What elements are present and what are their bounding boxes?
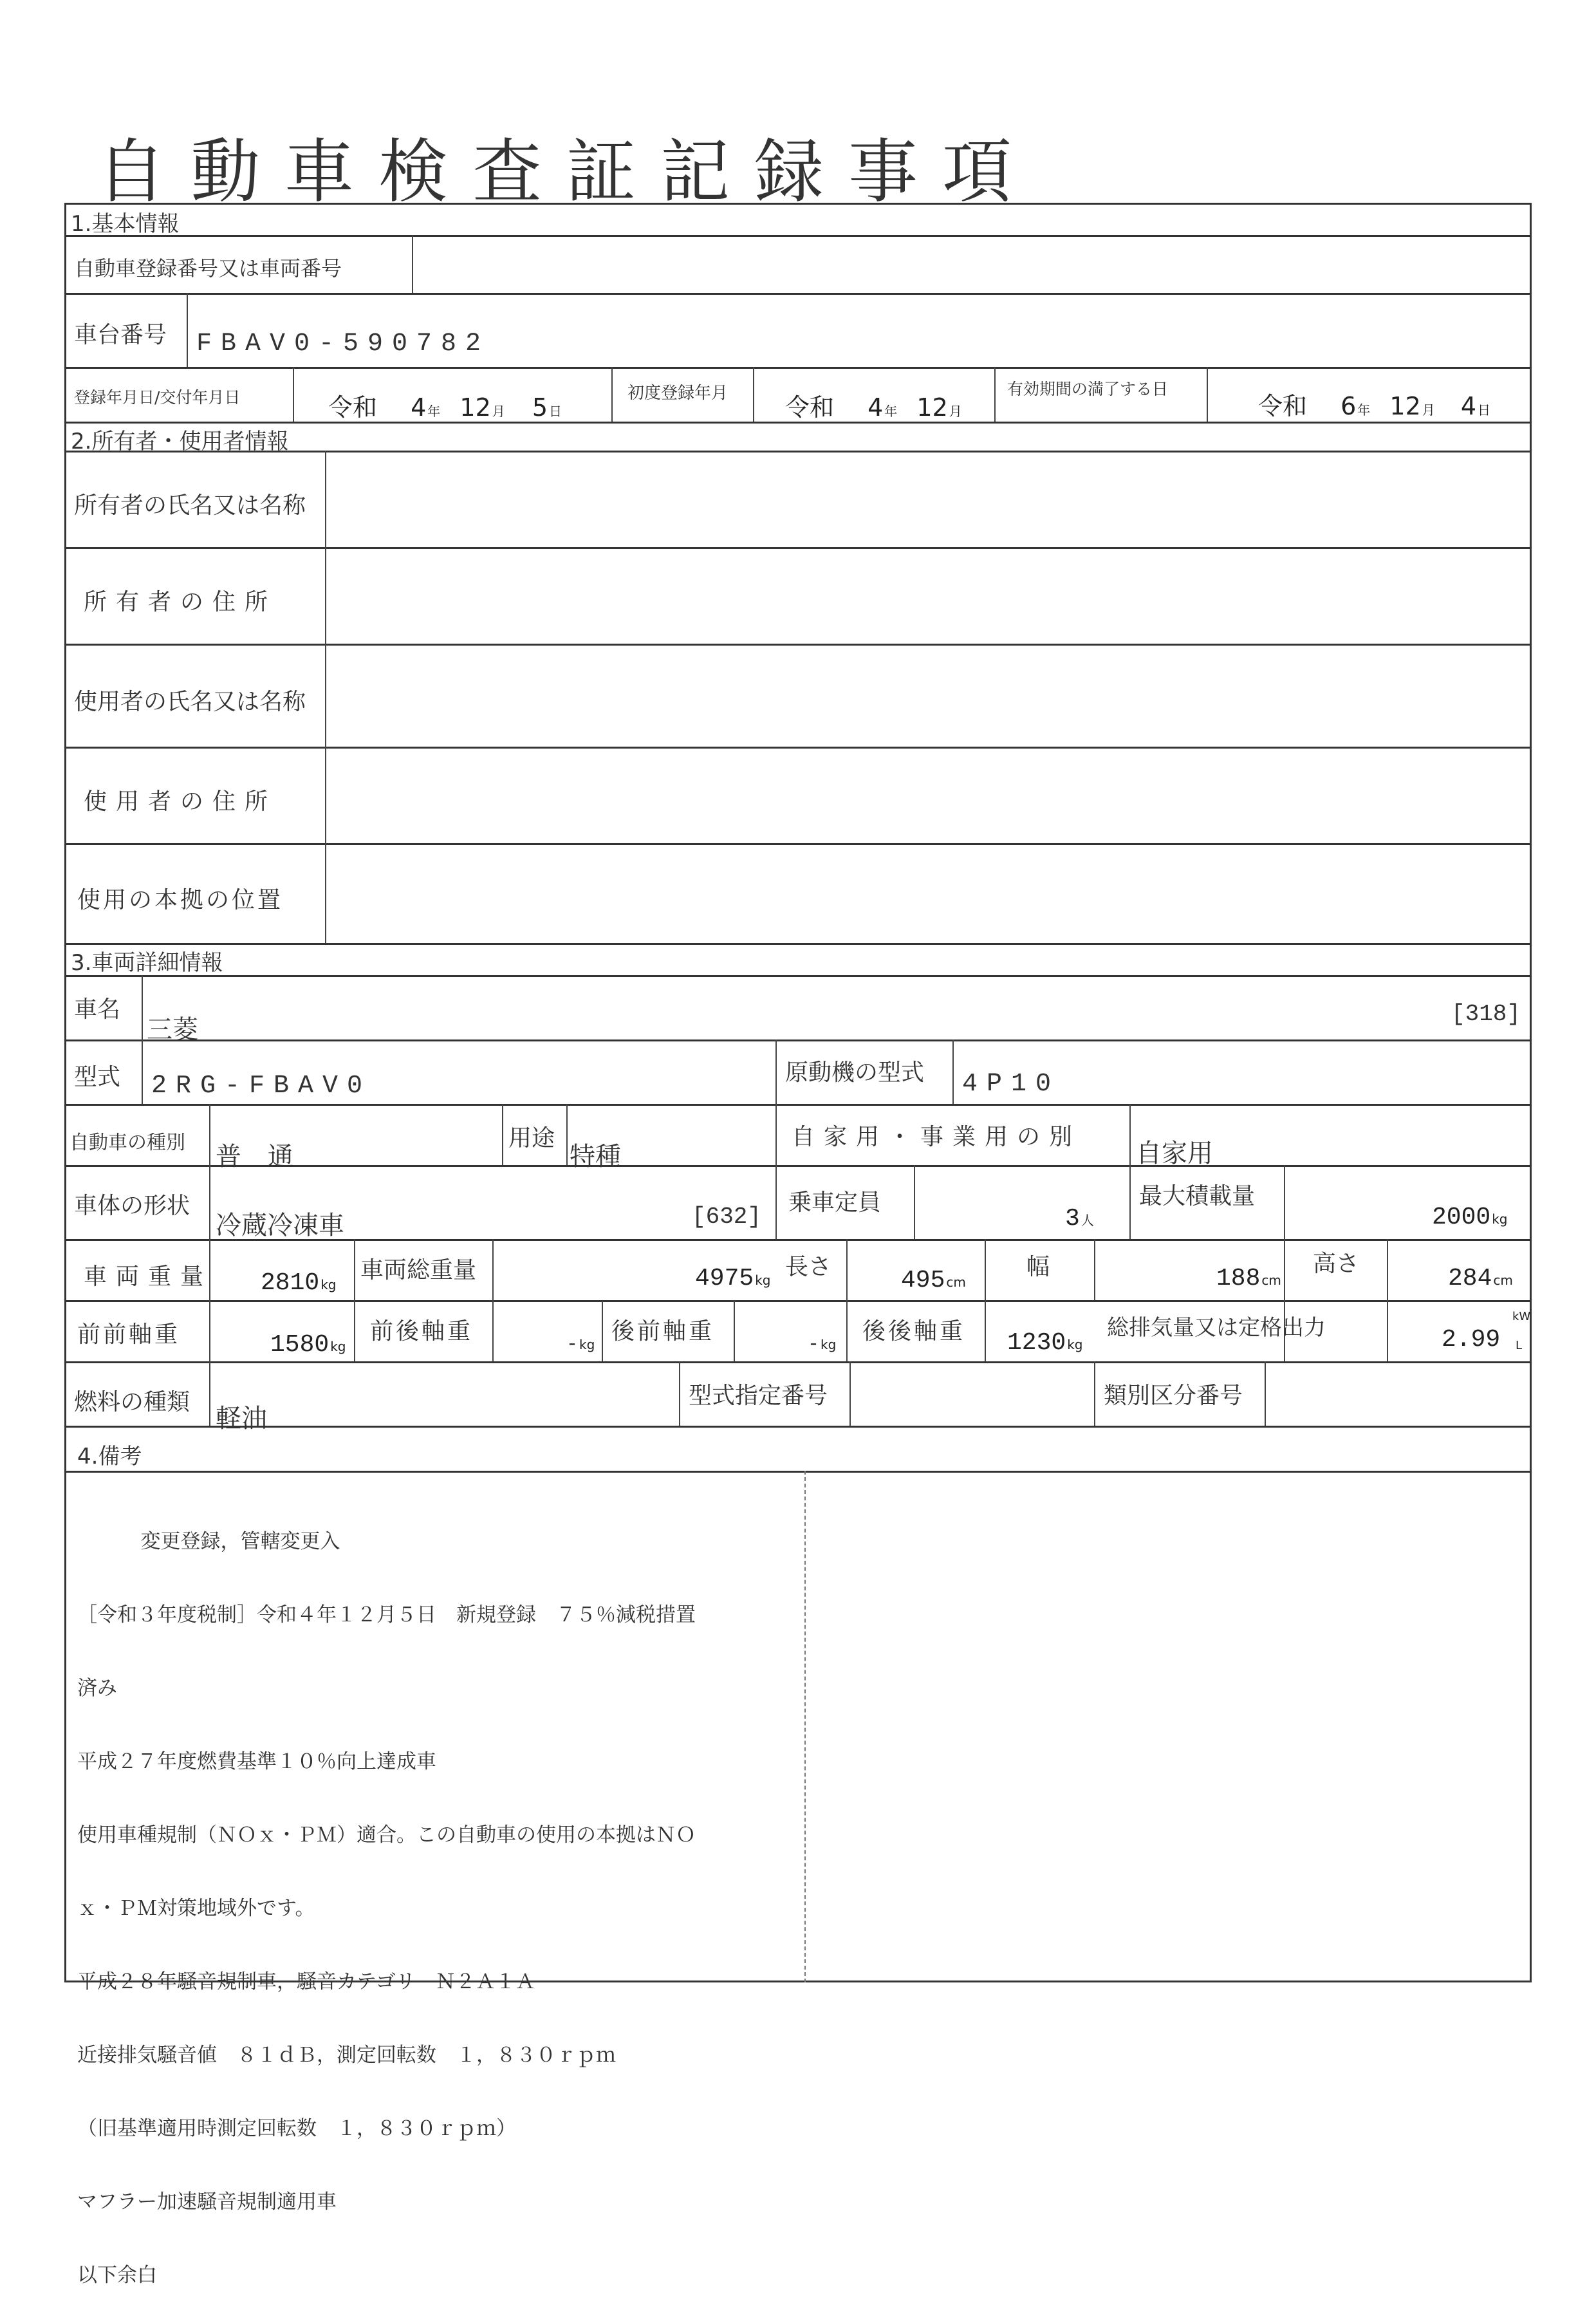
- section-basic-header: 1.基本情報: [71, 211, 180, 237]
- ff-axle-unit: kg: [330, 1339, 346, 1354]
- col-divider: [492, 1239, 494, 1361]
- length-unit: cm: [946, 1274, 966, 1290]
- width-value: 188: [1216, 1265, 1261, 1292]
- reg-date-year: 4: [411, 393, 427, 422]
- height: [1448, 1265, 1513, 1292]
- col-divider: [142, 975, 143, 1104]
- car-name-code: [318]: [1451, 1001, 1521, 1027]
- row-divider: [64, 1300, 1532, 1302]
- private-business-value: 自家用: [1136, 1139, 1213, 1168]
- col-divider: [1129, 1104, 1131, 1239]
- displacement-label: 総排気量又は定格出力: [1107, 1315, 1326, 1341]
- document-title: 自動車検査証記録事項: [97, 132, 1037, 212]
- height-value: 284: [1448, 1265, 1492, 1292]
- gross-weight-value: 4975: [695, 1265, 754, 1292]
- note-line: （旧基準適用時測定回転数 １，８３０ｒｐｍ）: [77, 2117, 516, 2140]
- first-reg-month: 12: [916, 393, 948, 422]
- body-shape-label: 車体の形状: [74, 1193, 190, 1219]
- length: [901, 1267, 966, 1294]
- row-divider: [64, 1104, 1532, 1106]
- col-divider: [502, 1104, 503, 1165]
- expiry-label: 有効期間の満了する日: [1007, 380, 1169, 398]
- gross-weight-label: 車両総重量: [360, 1257, 477, 1283]
- capacity-unit: 人: [1081, 1213, 1094, 1228]
- col-divider: [1094, 1239, 1095, 1300]
- col-divider: [849, 1361, 851, 1426]
- height-label: 高さ: [1313, 1251, 1360, 1277]
- col-divider: [293, 367, 294, 422]
- unit-month: 月: [492, 404, 505, 419]
- col-divider: [566, 1104, 568, 1165]
- first-reg-value: [785, 387, 962, 423]
- category-number-label: 類別区分番号: [1104, 1383, 1243, 1409]
- owner-name-label: 所有者の氏名又は名称: [74, 492, 306, 519]
- col-divider: [1387, 1239, 1388, 1361]
- capacity-label: 乗車定員: [788, 1189, 882, 1216]
- row-divider: [64, 293, 1532, 295]
- ff-axle: [270, 1331, 346, 1359]
- expiry-month: 12: [1389, 392, 1421, 420]
- col-divider: [602, 1300, 603, 1361]
- notes-text: [77, 1480, 798, 2312]
- note-line: ［令和３年度税制］令和４年１２月５日 新規登録 ７５％減税措置: [77, 1603, 696, 1627]
- unit-month: 月: [949, 404, 962, 419]
- kind-label: 自動車の種別: [70, 1132, 185, 1154]
- row-divider: [64, 843, 1532, 845]
- row-divider: [64, 1471, 1532, 1473]
- vehicle-weight-label: 車両重量: [84, 1263, 213, 1290]
- chassis-value: FBAV0-590782: [196, 330, 490, 359]
- max-load-unit: kg: [1492, 1211, 1508, 1227]
- displacement-value: 2.99: [1442, 1326, 1501, 1354]
- length-label: 長さ: [785, 1254, 832, 1280]
- body-shape-value: 冷蔵冷凍車: [216, 1211, 344, 1240]
- col-divider: [952, 1039, 954, 1104]
- kind-value: 普 通: [216, 1142, 302, 1171]
- fr-axle: [566, 1334, 595, 1356]
- note-line: 済み: [77, 1677, 117, 1700]
- private-business-label: 自家用・事業用の別: [792, 1124, 1082, 1150]
- rr-axle-unit: kg: [1067, 1337, 1083, 1352]
- col-divider: [1094, 1361, 1095, 1426]
- gross-weight-unit: kg: [755, 1273, 771, 1288]
- row-divider: [64, 747, 1532, 749]
- note-line: 近接排気騒音値 ８１ｄＢ，測定回転数 １，８３０ｒｐｍ: [77, 2044, 616, 2067]
- car-name-value: 三菱: [147, 1015, 198, 1045]
- notes-divider: [804, 1471, 806, 1982]
- reg-date-label: 登録年月日/交付年月日: [74, 388, 241, 407]
- fr-axle-unit: kg: [579, 1337, 595, 1352]
- row-divider: [64, 547, 1532, 549]
- col-divider: [325, 451, 326, 943]
- first-reg-era: 令和: [785, 393, 835, 422]
- row-divider: [64, 367, 1532, 369]
- col-divider: [611, 367, 613, 422]
- car-name-label: 車名: [74, 996, 121, 1023]
- note-line: 使用車種規制（ＮＯｘ・ＰＭ）適合。この自動車の使用の本拠はＮＯ: [77, 1823, 696, 1847]
- unit-year: 年: [427, 404, 441, 419]
- rf-axle: [808, 1334, 836, 1356]
- col-divider: [412, 235, 413, 293]
- row-divider: [64, 1039, 1532, 1041]
- base-location-label: 使用の本拠の位置: [77, 887, 284, 913]
- width-unit: cm: [1261, 1273, 1281, 1288]
- fr-axle-label: 前後軸重: [370, 1318, 474, 1345]
- user-address-label: 使用者の住所: [84, 788, 277, 815]
- use-value: 特種: [570, 1142, 621, 1171]
- expiry-year: 6: [1341, 392, 1357, 420]
- ff-axle-label: 前前軸重: [77, 1321, 181, 1348]
- displacement-unit-kw: kW: [1512, 1310, 1531, 1323]
- expiry-day: 4: [1460, 392, 1477, 420]
- vehicle-weight-unit: kg: [320, 1277, 337, 1292]
- fuel-value: 軽油: [216, 1404, 267, 1433]
- max-load: [1432, 1204, 1508, 1231]
- section-vehicle-header: 3.車両詳細情報: [71, 950, 223, 976]
- col-divider: [846, 1239, 848, 1361]
- body-shape-code: [632]: [692, 1204, 762, 1230]
- col-divider: [994, 367, 996, 422]
- chassis-label: 車台番号: [74, 322, 167, 348]
- col-divider: [914, 1165, 915, 1239]
- expiry-era: 令和: [1258, 392, 1308, 420]
- rr-axle-label: 後後軸重: [862, 1318, 966, 1345]
- section-owner-user-header: 2.所有者・使用者情報: [71, 429, 289, 454]
- fuel-label: 燃料の種類: [74, 1389, 190, 1415]
- reg-date-day: 5: [532, 393, 548, 422]
- unit-month: 月: [1422, 402, 1435, 418]
- row-divider: [64, 1361, 1532, 1363]
- note-line: 平成２７年度燃費基準１０％向上達成車: [77, 1750, 436, 1773]
- col-divider: [354, 1239, 355, 1361]
- col-divider: [753, 367, 754, 422]
- fr-axle-value: -: [566, 1334, 579, 1356]
- max-load-label: 最大積載量: [1139, 1183, 1256, 1209]
- col-divider: [734, 1300, 735, 1361]
- note-line: ｘ・ＰＭ対策地域外です。: [77, 1897, 315, 1920]
- owner-address-label: 所有者の住所: [84, 589, 277, 615]
- reg-number-label: 自動車登録番号又は車両番号: [74, 256, 342, 281]
- first-reg-year: 4: [868, 393, 884, 422]
- width: [1216, 1265, 1281, 1292]
- row-divider: [64, 644, 1532, 646]
- user-name-label: 使用者の氏名又は名称: [74, 689, 306, 715]
- unit-year: 年: [1357, 402, 1371, 418]
- col-divider: [1265, 1361, 1266, 1426]
- length-value: 495: [901, 1267, 945, 1294]
- model-label: 型式: [74, 1064, 121, 1090]
- use-label: 用途: [508, 1125, 555, 1151]
- col-divider: [679, 1361, 680, 1426]
- expiry-value: [1258, 386, 1490, 422]
- col-divider: [1207, 367, 1208, 422]
- engine-model-value: 4P10: [962, 1070, 1061, 1099]
- unit-day: 日: [1478, 402, 1491, 418]
- ff-axle-value: 1580: [270, 1331, 329, 1359]
- vehicle-weight: [261, 1269, 337, 1297]
- model-value: 2RG-FBAV0: [151, 1072, 372, 1101]
- row-divider: [64, 975, 1532, 977]
- reg-date-value: [328, 387, 562, 423]
- gross-weight: [695, 1265, 771, 1292]
- reg-date-era: 令和: [328, 393, 378, 422]
- unit-day: 日: [549, 404, 562, 419]
- max-load-value: 2000: [1432, 1204, 1491, 1231]
- rf-axle-value: -: [808, 1334, 820, 1356]
- capacity-value: 3: [1065, 1205, 1080, 1233]
- rf-axle-unit: kg: [821, 1337, 837, 1352]
- col-divider: [985, 1239, 986, 1361]
- capacity: [1065, 1205, 1094, 1233]
- col-divider: [775, 1039, 777, 1239]
- engine-model-label: 原動機の型式: [785, 1059, 925, 1086]
- note-line: 変更登録，管轄変更入: [77, 1530, 340, 1553]
- row-divider: [64, 235, 1532, 237]
- section-notes-header: 4.備考: [77, 1444, 142, 1469]
- unit-year: 年: [884, 404, 898, 419]
- col-divider: [187, 293, 188, 367]
- row-divider: [64, 1426, 1532, 1428]
- first-reg-label: 初度登録年月: [627, 384, 728, 403]
- note-line: 以下余白: [77, 2264, 157, 2287]
- note-line: 平成２８年騒音規制車，騒音カテゴリ Ｎ２Ａ１Ａ: [77, 1970, 535, 1993]
- row-divider: [64, 943, 1532, 945]
- reg-date-month: 12: [459, 393, 491, 422]
- rf-axle-label: 後前軸重: [611, 1318, 715, 1345]
- rr-axle: [1007, 1329, 1083, 1357]
- rr-axle-value: 1230: [1007, 1329, 1066, 1357]
- width-label: 幅: [1026, 1254, 1050, 1280]
- vehicle-weight-value: 2810: [261, 1269, 320, 1297]
- note-line: マフラー加速騒音規制適用車: [77, 2190, 337, 2214]
- type-designation-label: 型式指定番号: [689, 1383, 828, 1409]
- displacement-unit-l: L: [1516, 1339, 1523, 1352]
- height-unit: cm: [1493, 1273, 1513, 1288]
